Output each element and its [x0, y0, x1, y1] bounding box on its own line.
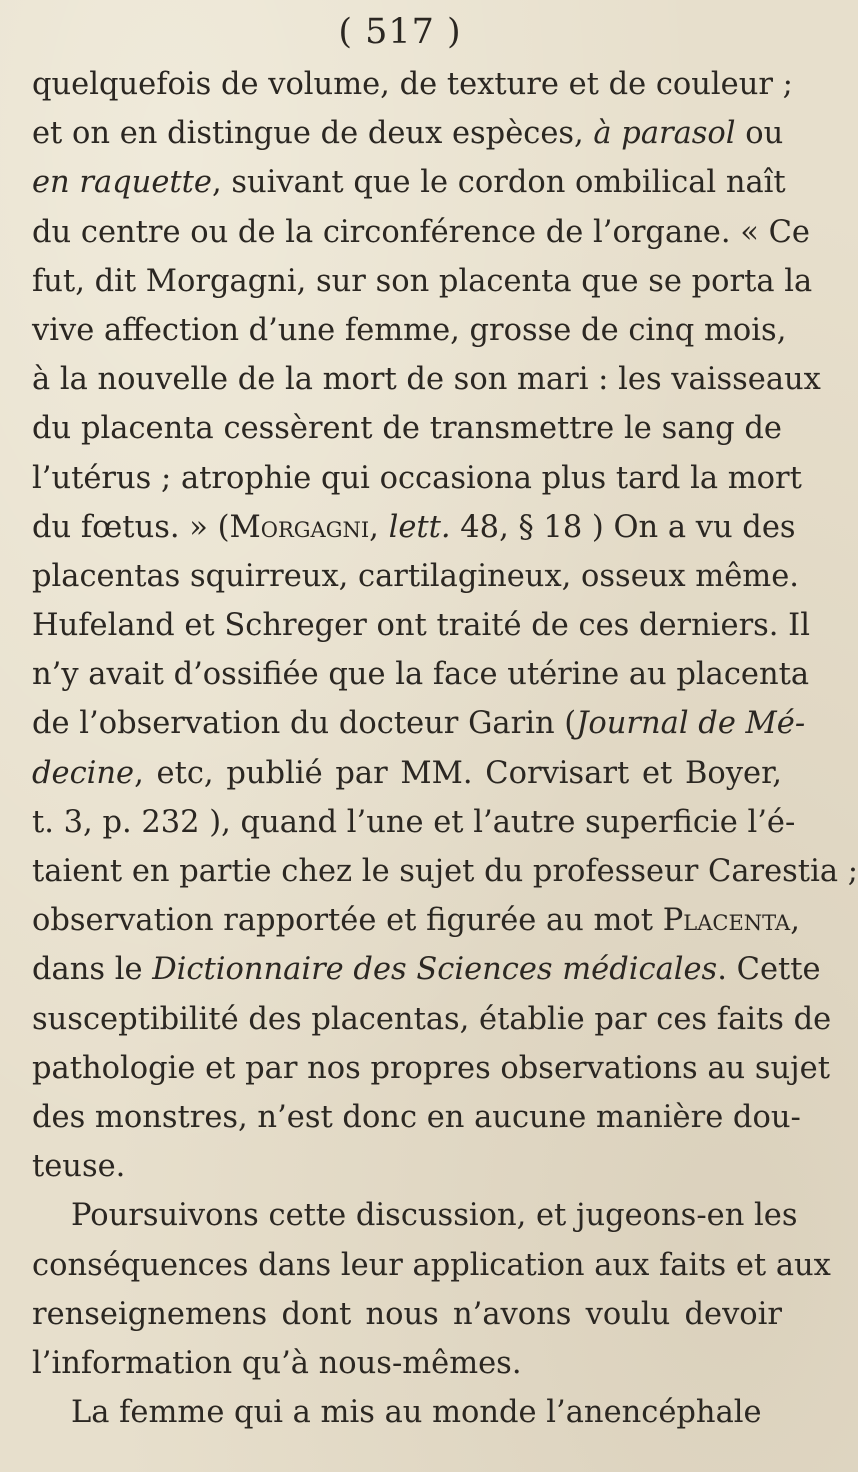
text-line: [32, 1290, 782, 1339]
text-run: Poursuivons cette discussion, et jugeons-en les: [71, 1198, 798, 1234]
text-run: ou: [735, 116, 784, 152]
text-run: et on en distingue de deux espèces,: [32, 116, 594, 152]
text-line: [32, 1093, 801, 1142]
text-line: [32, 1388, 782, 1437]
text-run: du centre ou de la circonférence de l’organe. « Ce: [32, 214, 810, 250]
text-run: de l’observation du docteur Garin (: [32, 706, 577, 742]
text-run: fut, dit Morgagni, sur son placenta que se porta la: [32, 263, 813, 299]
italic-text: lett.: [388, 509, 451, 545]
text-line: [32, 798, 796, 847]
small-caps-text: Morgagni: [229, 509, 370, 545]
text-run: renseignemens dont nous n’avons voulu devoir: [32, 1296, 782, 1332]
text-run: ,: [790, 903, 800, 939]
text-line: [32, 1142, 782, 1191]
text-run: à la nouvelle de la mort de son mari : les vaisseaux: [32, 362, 821, 398]
text-line: [32, 454, 802, 503]
text-line: [32, 355, 821, 404]
text-run: . Cette: [717, 952, 821, 988]
text-run: Hufeland et Schreger ont traité de ces derniers. Il: [32, 608, 810, 644]
text-line: [32, 158, 786, 207]
text-line: [32, 60, 793, 109]
text-line: [32, 257, 813, 306]
text-run: vive affection d’une femme, grosse de cinq mois,: [32, 312, 787, 348]
text-run: l’information qu’à nous-mêmes.: [32, 1345, 522, 1381]
body-text: [32, 60, 858, 1437]
italic-text: en raquette: [32, 165, 212, 201]
text-run: La femme qui a mis au monde l’anencéphale: [71, 1395, 762, 1431]
text-run: conséquences dans leur application aux faits et aux: [32, 1247, 831, 1283]
text-run: taient en partie chez le sujet du professeur Carestia ;: [32, 854, 858, 889]
text-line: [32, 1339, 782, 1388]
text-run: dans le: [32, 952, 153, 988]
text-line: [32, 749, 782, 798]
text-run: , etc, publié par MM. Corvisart et Boyer,: [134, 755, 782, 791]
text-line: [32, 552, 799, 601]
text-line: [32, 1241, 831, 1290]
text-run: teuse.: [32, 1149, 126, 1185]
text-line: [32, 503, 796, 552]
text-run: du placenta cessèrent de transmettre le sang de: [32, 411, 782, 447]
text-run: des monstres, n’est donc en aucune manière dou-: [32, 1099, 801, 1135]
text-line: [32, 945, 821, 994]
small-caps-text: Placenta: [662, 903, 791, 939]
text-line: [32, 896, 800, 945]
text-line: [32, 109, 782, 158]
text-line: [32, 650, 810, 699]
text-run: placentas squirreux, cartilagineux, osseux même.: [32, 558, 799, 594]
text-line: [32, 995, 832, 1044]
italic-text: Journal de Mé-: [576, 706, 806, 742]
text-run: l’utérus ; atrophie qui occasiona plus tard la mort: [32, 460, 802, 496]
text-run: susceptibilité des placentas, établie par ces faits de: [32, 1001, 832, 1037]
text-run: du fœtus. » (: [32, 509, 230, 545]
text-line: [32, 847, 858, 896]
text-run: t. 3, p. 232 ), quand l’une et l’autre superficie l’é-: [32, 804, 796, 840]
text-line: [32, 404, 782, 453]
text-line: [32, 1191, 798, 1240]
text-run: n’y avait d’ossifiée que la face utérine au placenta: [32, 657, 810, 693]
text-line: [32, 699, 806, 748]
text-run: quelquefois de volume, de texture et de couleur ;: [32, 67, 793, 102]
text-line: [32, 601, 810, 650]
text-run: 48, § 18 ) On a vu des: [450, 509, 796, 545]
text-line: [32, 208, 810, 257]
text-line: [32, 306, 787, 355]
italic-text: à parasol: [593, 116, 736, 152]
text-run: , suivant que le cordon ombilical naît: [211, 165, 786, 201]
text-run: observation rapportée et figurée au mot: [32, 903, 663, 939]
text-line: [32, 1044, 830, 1093]
page-number: ( 517 ): [338, 12, 462, 52]
italic-text: decine: [32, 755, 135, 791]
italic-text: Dictionnaire des Sciences médicales: [152, 952, 718, 988]
text-run: pathologie et par nos propres observations au sujet: [32, 1050, 830, 1086]
text-run: ,: [369, 509, 389, 545]
